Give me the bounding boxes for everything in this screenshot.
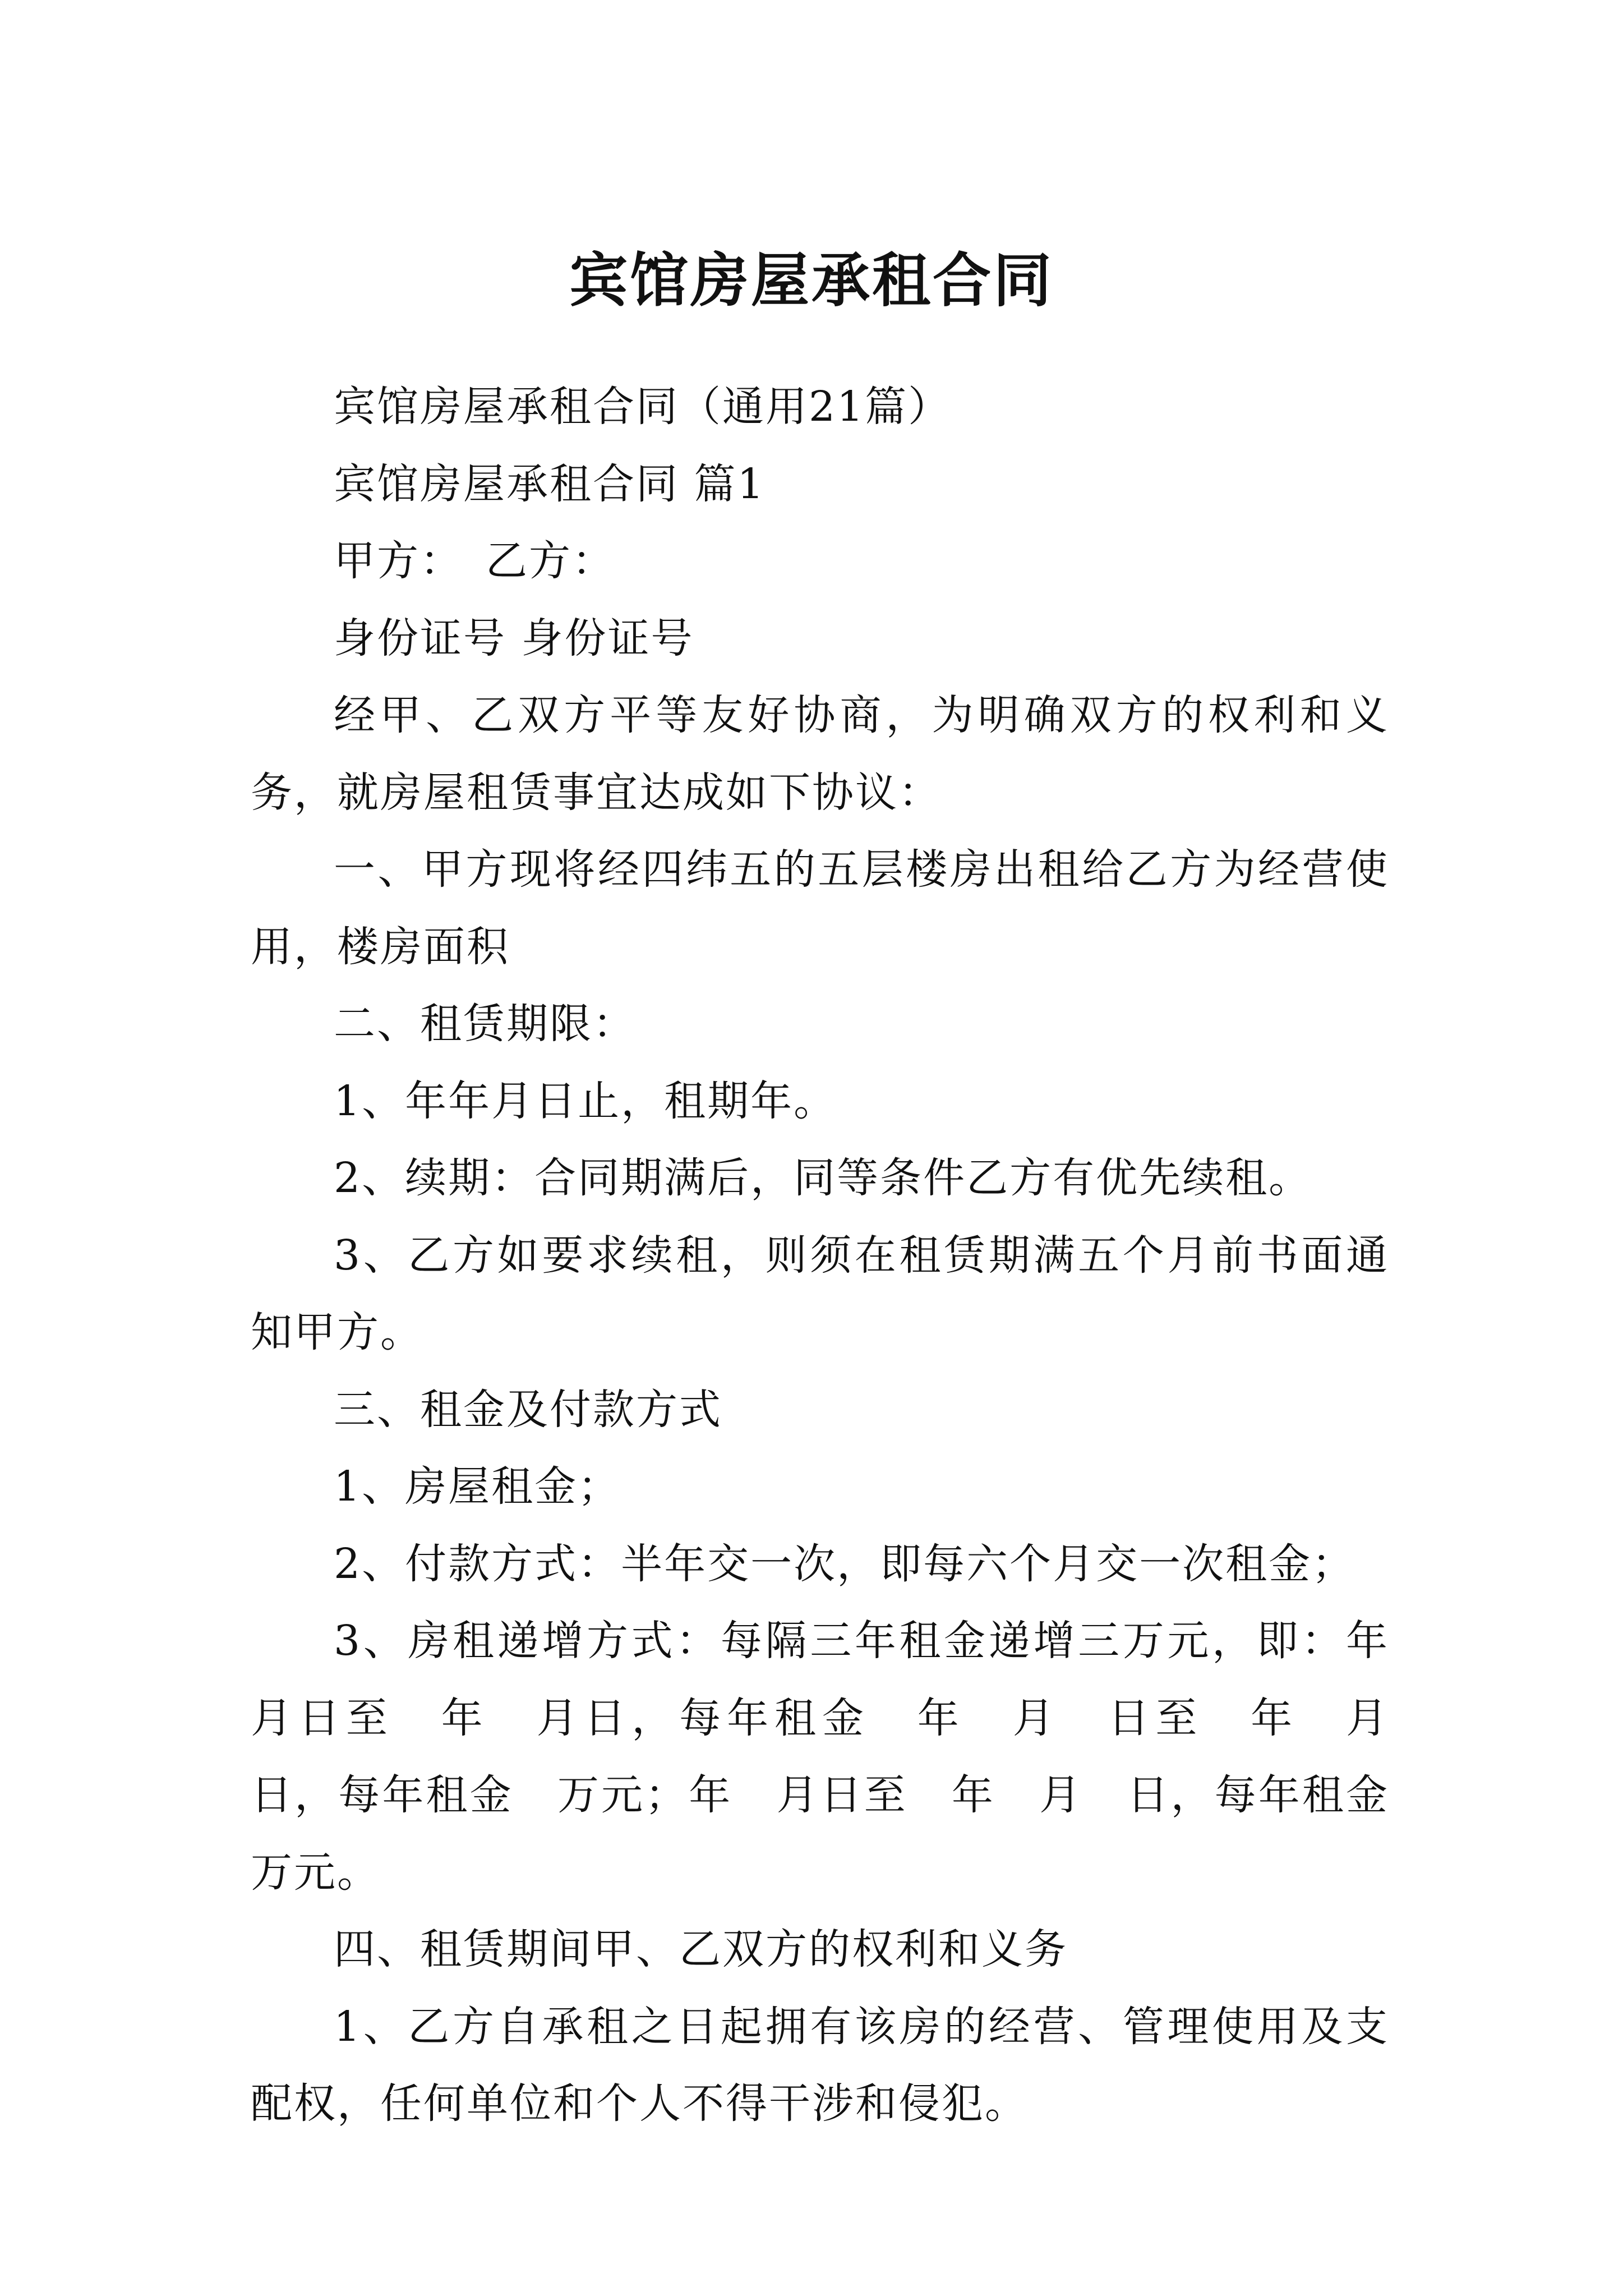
paragraph-clause-2-1: 1、年年月日止，租期年。 (334, 1076, 837, 1125)
paragraph-clause-2-2: 2、续期：合同期满后，同等条件乙方有优先续租。 (334, 1154, 1312, 1202)
paragraph-clause-3-1: 1、房屋租金； (334, 1462, 621, 1511)
paragraph-clause-3-3: 3、房租递增方式：每隔三年租金递增三万元，即：年月日至 年 月日，每年租金 年 月 日至 年 月 日，每年租金 万元；年 月日至 年 月 日，每年租金 万元。 (251, 1617, 1432, 1897)
paragraph-subtitle: 宾馆房屋承租合同（通用21篇） (334, 383, 952, 431)
paragraph-section-heading: 宾馆房屋承租合同 篇1 (334, 459, 766, 508)
paragraph-clause-3-heading: 三、租金及付款方式 (334, 1385, 722, 1434)
paragraph-clause-4-1: 1、乙方自承租之日起拥有该房的经营、管理使用及支配权，任何单位和个人不得干涉和侵犯。 (251, 2002, 1389, 2128)
paragraph-preamble: 经甲、乙双方平等友好协商，为明确双方的权利和义务，就房屋租赁事宜达成如下协议： (251, 691, 1389, 817)
paragraph-clause-3-2: 2、付款方式：半年交一次，即每六个月交一次租金； (334, 1539, 1355, 1588)
paragraph-id-numbers: 身份证号 身份证号 (334, 614, 694, 662)
paragraph-clause-2-3: 3、乙方如要求续租，则须在租赁期满五个月前书面通知甲方。 (251, 1231, 1389, 1356)
paragraph-parties: 甲方： 乙方： (334, 537, 615, 585)
paragraph-clause-2-heading: 二、租赁期限： (334, 1000, 636, 1048)
document-body (251, 369, 1432, 2143)
paragraph-clause-1: 一、甲方现将经四纬五的五层楼房出租给乙方为经营使用，楼房面积 (251, 845, 1389, 971)
paragraph-clause-4-heading: 四、租赁期间甲、乙双方的权利和义务 (334, 1925, 1068, 1973)
document-title: 宾馆房屋承租合同 (569, 245, 1054, 315)
